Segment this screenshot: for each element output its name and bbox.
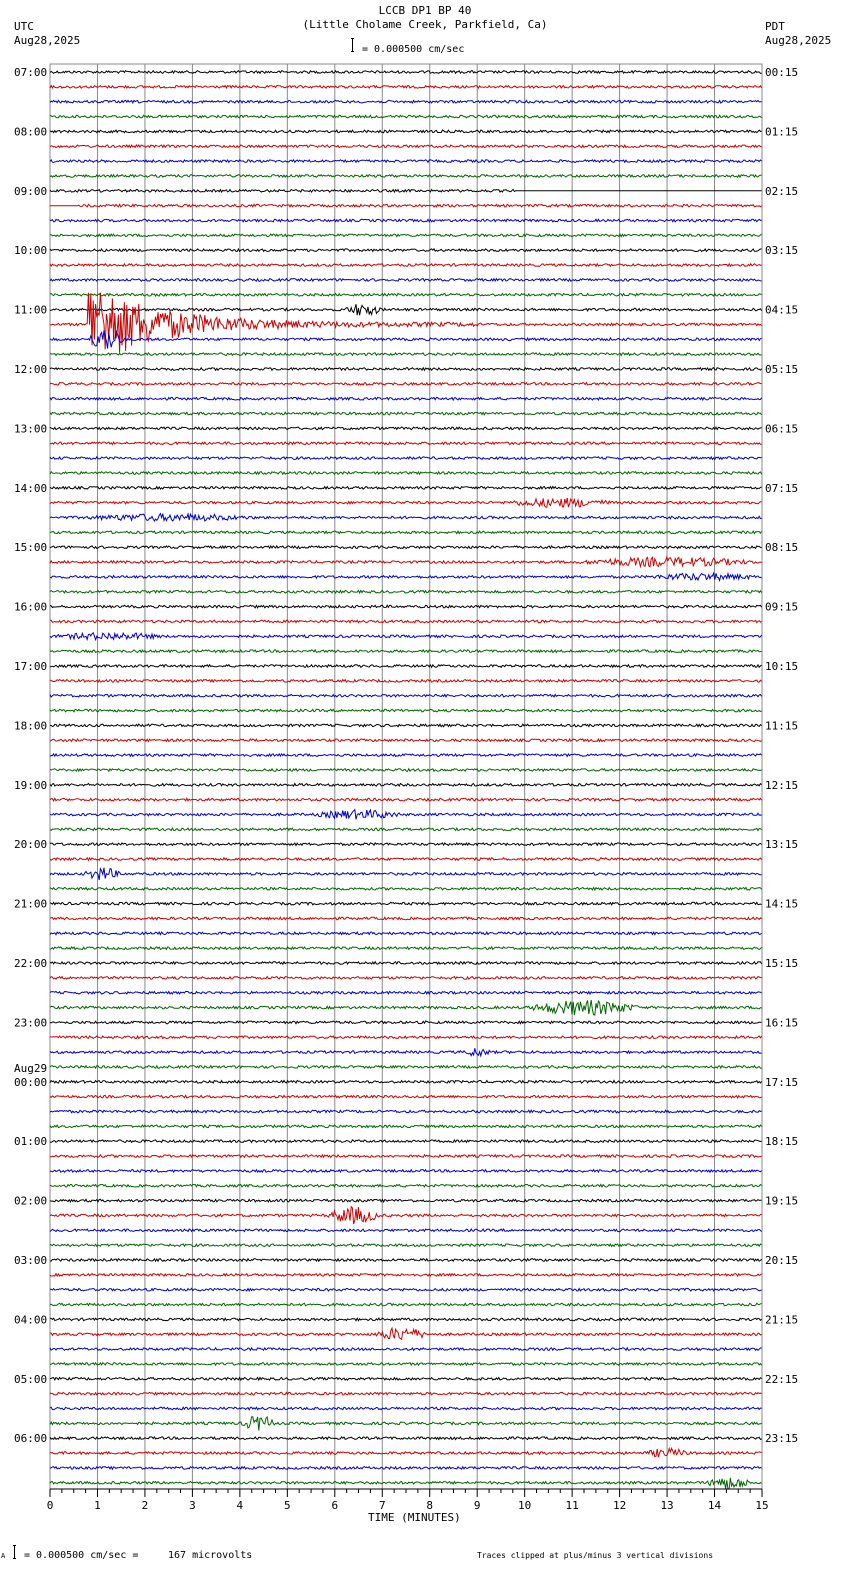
footer-microvolts: 167 microvolts [168,1550,253,1561]
x-tick-label: 5 [284,1499,291,1512]
trace-12 [50,249,762,252]
left-hour-label: 02:00 [14,1194,48,1208]
trace-49 [50,798,762,801]
left-hour-label: 11:00 [14,303,48,317]
trace-93 [50,1448,762,1457]
trace-32 [50,546,762,549]
trace-79 [50,1244,762,1247]
trace-11 [50,234,762,237]
trace-31 [50,531,762,534]
right-date: Aug28,2025 [765,34,832,47]
trace-5 [50,145,762,148]
x-tick-label: 14 [707,1499,722,1512]
right-hour-label: 21:15 [765,1313,799,1327]
trace-29 [50,498,762,507]
right-hour-label: 17:15 [765,1075,799,1089]
right-hour-label: 20:15 [765,1254,799,1267]
left-timezone: UTC [14,20,34,33]
left-hour-label: 19:00 [14,778,48,792]
trace-59 [50,947,762,950]
x-axis-label: TIME (MINUTES) [368,1511,461,1524]
trace-55 [50,888,762,891]
x-tick-label: 3 [189,1499,196,1512]
trace-95 [50,1478,762,1489]
left-hour-label: 21:00 [14,897,48,911]
trace-82 [50,1288,762,1291]
x-tick-label: 0 [46,1499,54,1512]
trace-20 [50,368,762,371]
x-tick-label: 2 [141,1499,149,1512]
trace-0 [50,71,762,74]
trace-18 [50,331,762,349]
right-hour-label: 02:15 [765,184,799,198]
trace-87 [50,1363,762,1366]
x-tick-label: 15 [755,1499,769,1512]
left-hour-label: 00:00 [14,1075,48,1089]
left-hour-label: 18:00 [14,719,48,733]
trace-64 [50,1021,762,1024]
trace-38 [50,633,762,640]
trace-22 [50,397,762,400]
trace-40 [50,665,762,668]
trace-74 [50,1170,762,1173]
right-hour-label: 15:15 [765,957,799,970]
left-date-change-label: Aug29 [14,1061,48,1075]
trace-17 [50,293,762,353]
trace-3 [50,115,762,118]
trace-70 [50,1110,762,1113]
trace-91 [50,1417,762,1431]
trace-46 [50,754,762,757]
trace-44 [50,724,762,727]
trace-84 [50,1318,762,1321]
trace-15 [50,294,762,297]
footer-scale-bar-icon [13,1545,16,1559]
right-hour-label: 11:15 [765,719,799,733]
right-hour-label: 13:15 [765,838,799,852]
x-tick-label: 12 [612,1499,627,1512]
right-hour-label: 10:15 [765,660,799,673]
right-hour-label: 18:15 [765,1135,799,1149]
trace-85 [50,1328,762,1339]
trace-69 [50,1095,762,1098]
left-hour-label: 22:00 [14,957,48,970]
trace-61 [50,977,762,980]
trace-9 [50,204,762,207]
x-tick-label: 13 [660,1499,674,1512]
trace-57 [50,917,762,920]
trace-37 [50,620,762,623]
left-hour-label: 10:00 [14,244,48,258]
trace-92 [50,1437,762,1440]
left-hour-label: 23:00 [14,1016,48,1030]
right-hour-label: 01:15 [765,125,799,139]
trace-67 [50,1066,762,1069]
right-hour-label: 23:15 [765,1432,799,1446]
x-tick-label: 10 [518,1499,532,1512]
right-hour-label: 03:15 [765,244,799,258]
x-tick-label: 9 [473,1499,481,1512]
trace-4 [50,130,762,133]
trace-34 [50,573,762,580]
trace-66 [50,1048,762,1056]
x-tick-label: 1 [94,1499,101,1512]
trace-88 [50,1378,762,1381]
trace-56 [50,902,762,905]
left-hour-label: 03:00 [14,1254,48,1267]
right-hour-label: 12:15 [765,778,799,792]
trace-2 [50,100,762,103]
footer-clip-note: Traces clipped at plus/minus 3 vertical divisions [477,1551,714,1560]
right-hour-label: 09:15 [765,600,799,614]
x-tick-label: 8 [426,1499,434,1512]
trace-53 [50,858,762,861]
trace-43 [50,709,762,712]
scale-label: = 0.000500 cm/sec [362,44,465,55]
right-hour-label: 22:15 [765,1372,799,1386]
trace-48 [50,784,762,787]
left-hour-label: 20:00 [14,838,48,852]
trace-63 [50,1000,762,1015]
footer-scale-label: = 0.000500 cm/sec = [24,1550,139,1561]
trace-10 [50,219,762,222]
trace-1 [50,86,762,89]
trace-77 [50,1207,762,1224]
left-hour-label: 04:00 [14,1313,48,1327]
trace-78 [50,1229,762,1232]
left-hour-label: 15:00 [14,541,48,555]
trace-51 [50,828,762,831]
chart-subtitle: (Little Cholame Creek, Parkfield, Ca) [302,18,548,31]
trace-45 [50,739,762,742]
trace-33 [50,557,762,567]
trace-30 [50,514,762,521]
trace-54 [50,868,762,880]
left-hour-label: 05:00 [14,1372,48,1386]
trace-14 [50,279,762,282]
trace-83 [50,1303,762,1306]
right-hour-label: 00:15 [765,66,799,79]
trace-89 [50,1392,762,1395]
trace-76 [50,1199,762,1202]
left-date: Aug28,2025 [14,34,81,47]
left-hour-label: 16:00 [14,600,48,614]
trace-23 [50,412,762,415]
footer-corner-mark: A [1,1552,6,1560]
left-hour-label: 12:00 [14,363,48,376]
right-hour-label: 07:15 [765,481,799,495]
trace-68 [50,1081,762,1084]
trace-26 [50,457,762,460]
left-hour-label: 07:00 [14,66,48,79]
trace-75 [50,1185,762,1188]
x-tick-label: 11 [565,1499,579,1512]
trace-16 [50,304,762,315]
trace-24 [50,427,762,430]
trace-36 [50,605,762,608]
trace-62 [50,991,762,994]
trace-71 [50,1125,762,1128]
right-hour-label: 14:15 [765,897,799,911]
trace-21 [50,383,762,386]
right-hour-label: 08:15 [765,541,799,555]
right-hour-label: 04:15 [765,303,799,317]
left-hour-label: 09:00 [14,184,48,198]
left-hour-label: 13:00 [14,422,48,436]
trace-6 [50,160,762,163]
trace-19 [50,353,762,356]
trace-86 [50,1348,762,1351]
trace-52 [50,843,762,846]
trace-94 [50,1467,762,1470]
x-tick-label: 7 [378,1499,386,1512]
trace-7 [50,175,762,178]
trace-58 [50,932,762,935]
left-hour-label: 06:00 [14,1432,48,1446]
trace-13 [50,264,762,267]
right-hour-label: 16:15 [765,1016,799,1030]
trace-72 [50,1140,762,1143]
trace-35 [50,591,762,594]
trace-41 [50,680,762,683]
left-hour-label: 14:00 [14,481,48,495]
trace-60 [50,962,762,965]
trace-group [50,71,762,1489]
trace-47 [50,769,762,772]
trace-42 [50,694,762,697]
trace-28 [50,487,762,490]
right-hour-label: 06:15 [765,422,799,436]
trace-50 [50,810,762,820]
chart-title: LCCB DP1 BP 40 [378,4,472,17]
trace-25 [50,442,762,445]
trace-27 [50,472,762,475]
trace-8 [50,190,762,193]
trace-90 [50,1407,762,1410]
left-hour-label: 08:00 [14,125,48,139]
right-hour-label: 19:15 [765,1194,799,1208]
trace-39 [50,650,762,653]
right-hour-label: 05:15 [765,363,799,376]
x-tick-label: 6 [331,1499,339,1512]
x-tick-label: 4 [236,1499,244,1512]
trace-65 [50,1036,762,1039]
trace-73 [50,1155,762,1158]
left-hour-label: 01:00 [14,1135,48,1149]
trace-80 [50,1259,762,1262]
right-timezone: PDT [765,20,785,33]
trace-81 [50,1274,762,1277]
left-hour-label: 17:00 [14,660,48,673]
x-axis [47,1489,769,1512]
